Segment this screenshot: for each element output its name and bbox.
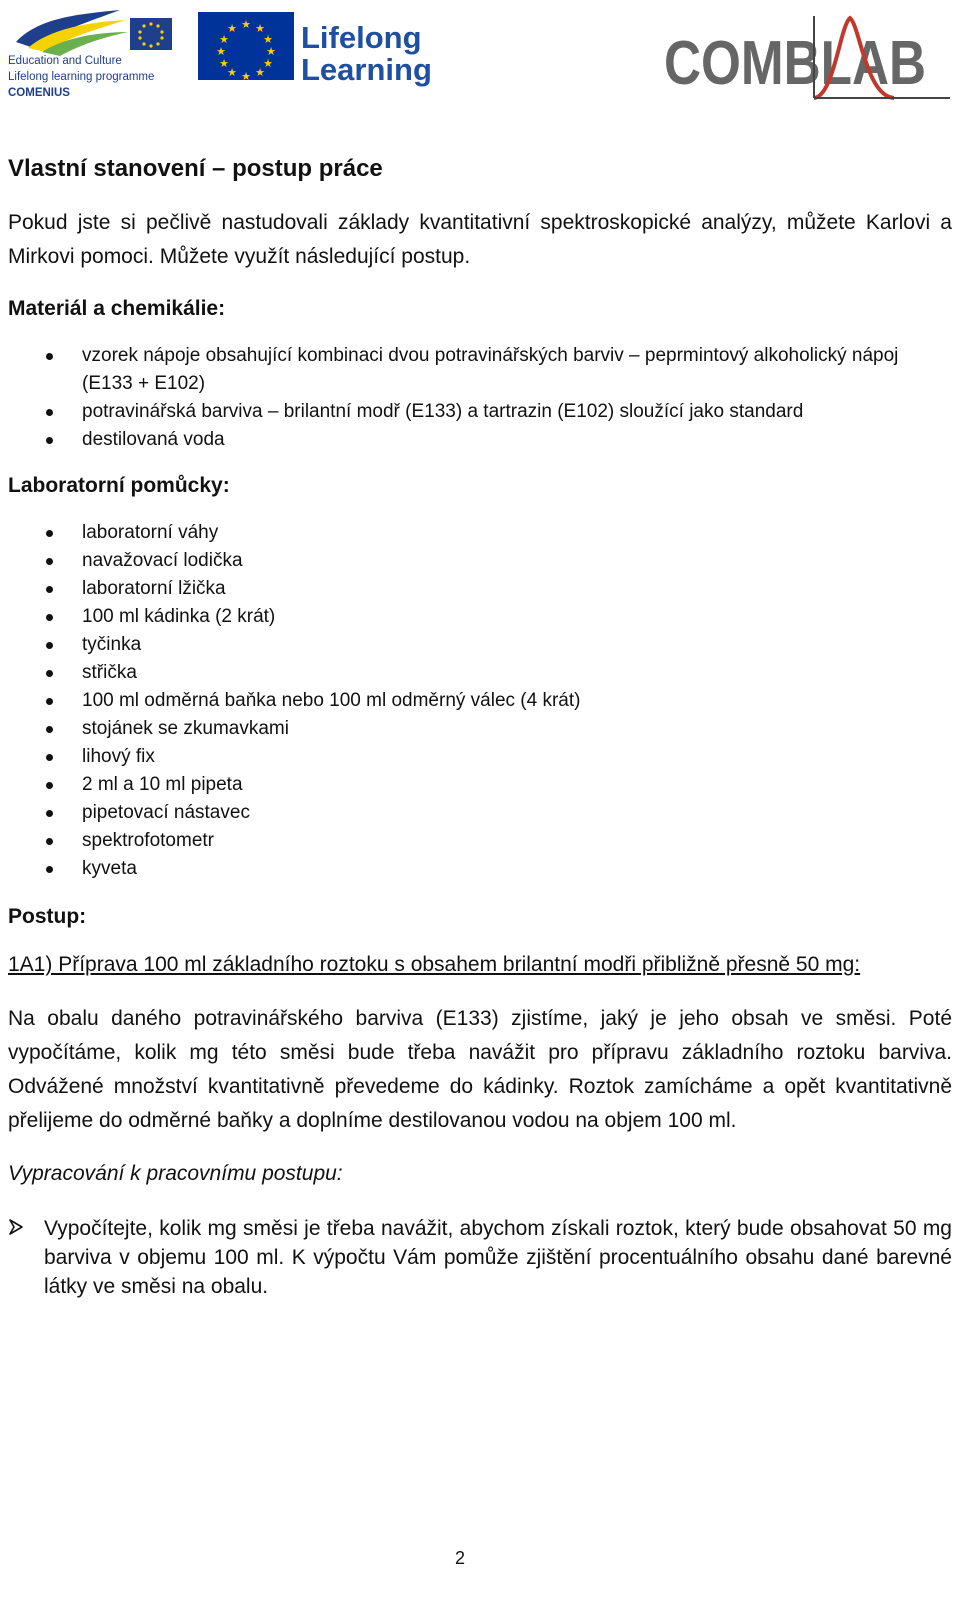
arrow-bullet-icon — [8, 1214, 44, 1301]
equipment-heading: Laboratorní pomůcky: — [8, 474, 230, 497]
section-title: Vlastní stanovení – postup práce — [8, 155, 383, 182]
svg-text:★: ★ — [241, 18, 251, 31]
list-item: navažovací lodička — [0, 547, 940, 575]
svg-text:★: ★ — [263, 57, 273, 70]
svg-text:★: ★ — [241, 70, 251, 83]
svg-text:★: ★ — [263, 33, 273, 46]
list-item: vzorek nápoje obsahující kombinaci dvou potravinářských barviv – peprmintový alkoholický nápoj (E133 + E102) — [0, 342, 940, 398]
svg-text:★: ★ — [216, 45, 226, 58]
list-item: spektrofotometr — [0, 827, 940, 855]
svg-text:★: ★ — [255, 22, 265, 35]
step-title: 1A1) Příprava 100 ml základního roztoku s obsahem brilantní modři přibližně přesně 50 mg: — [8, 953, 861, 976]
list-item: pipetovací nástavec — [0, 799, 940, 827]
task-item — [8, 1214, 952, 1301]
intro-paragraph: Pokud jste si pečlivě nastudovali základy kvantitativní spektroskopické analýzy, můžete Karlovi a Mirkovi pomoci. Můžete využít následující postup. — [8, 211, 952, 268]
page-number: 2 — [454, 1548, 465, 1568]
svg-text:★: ★ — [227, 66, 237, 79]
step-paragraph: Na obalu daného potravinářského barviva (E133) zjistíme, jaký je jeho obsah ve směsi. Poté vypočítáme, kolik mg této směsi bude třeba navážit pro přípravu základního roztoku barviva. Odvážené množství kvantitativně převedeme do kádinky. Roztok zamícháme a opět kvantitativně přelijeme do odměrné baňky a doplníme destilovanou vodou na objem 100 ml. — [8, 1007, 952, 1132]
procedure-heading: Postup: — [8, 905, 87, 928]
list-item: 100 ml kádinka (2 krát) — [0, 603, 940, 631]
svg-text:★: ★ — [219, 33, 229, 46]
list-item: laboratorní lžička — [0, 575, 940, 603]
worksheet-heading: Vypracování k pracovnímu postupu: — [8, 1162, 343, 1185]
list-item: laboratorní váhy — [0, 519, 940, 547]
comblab-logo — [664, 6, 956, 108]
list-item: destilovaná voda — [0, 426, 940, 454]
lifelong-learning-logo — [198, 12, 430, 88]
equipment-list — [0, 519, 940, 883]
list-item: tyčinka — [0, 631, 940, 659]
list-item: kyveta — [0, 855, 940, 883]
materials-list — [0, 342, 940, 454]
comblab-logo-text: COMBLAB — [664, 29, 926, 98]
list-item: 100 ml odměrná baňka nebo 100 ml odměrný válec (4 krát) — [0, 687, 940, 715]
eac-logo-line2: Lifelong learning programme — [8, 71, 155, 83]
svg-text:★: ★ — [255, 66, 265, 79]
svg-text:★: ★ — [266, 45, 276, 58]
svg-text:★: ★ — [219, 57, 229, 70]
list-item: 2 ml a 10 ml pipeta — [0, 771, 940, 799]
list-item: lihový fix — [0, 743, 940, 771]
list-item: střička — [0, 659, 940, 687]
eac-logo-line1: Education and Culture — [8, 55, 122, 67]
materials-heading: Materiál a chemikálie: — [8, 297, 226, 320]
ll-logo-line1: Lifelong — [301, 20, 422, 55]
task-text: Vypočítejte, kolik mg směsi je třeba navážit, abychom získali roztok, který bude obsahovat 50 mg barviva v objemu 100 ml. K výpočtu Vám pomůže zjištění procentuálního obsahu dané barevné látky ve směsi na obalu. — [44, 1217, 952, 1298]
ll-logo-line2: Learning — [301, 52, 430, 87]
list-item: stojánek se zkumavkami — [0, 715, 940, 743]
eac-logo-line3: COMENIUS — [8, 87, 70, 99]
education-culture-logo — [8, 8, 178, 100]
svg-text:★: ★ — [227, 22, 237, 35]
list-item: potravinářská barviva – brilantní modř (E133) a tartrazin (E102) sloužící jako standard — [0, 398, 940, 426]
